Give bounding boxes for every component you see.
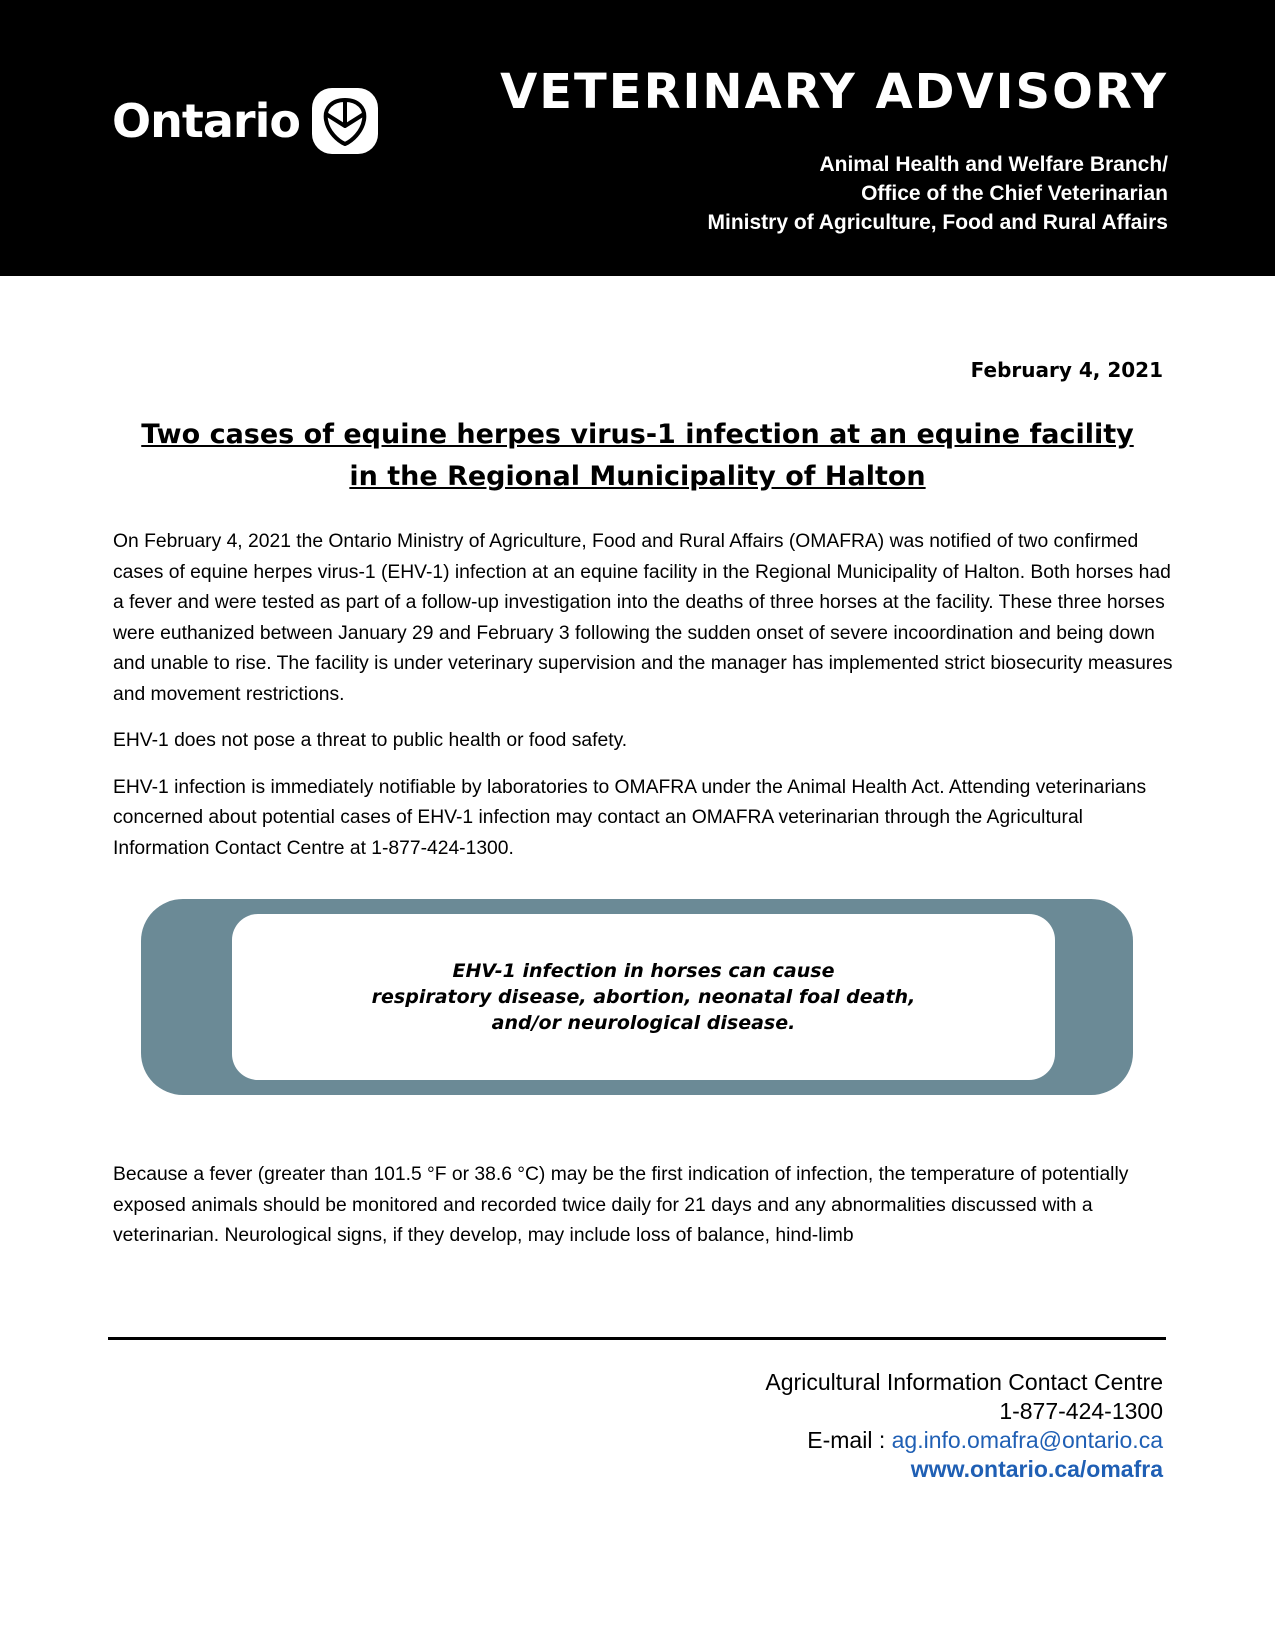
advisory-headline [100,414,1175,498]
callout-line-1: EHV-1 infection in horses can cause [452,960,835,982]
email-label: E-mail : [807,1427,892,1453]
logo-wordmark: Ontario [112,94,300,148]
branch-info [708,150,1168,237]
paragraph-public-health: EHV-1 does not pose a threat to public health or food safety. [113,730,628,751]
website-link[interactable]: www.ontario.ca/omafra [910,1456,1163,1482]
callout-content [232,914,1055,1080]
office-line: Office of the Chief Veterinarian [861,182,1168,205]
headline-line-2: in the Regional Municipality of Halton [349,461,926,492]
ministry-line: Ministry of Agriculture, Food and Rural Affairs [707,211,1168,234]
paragraph-notification: On February 4, 2021 the Ontario Ministry of Agriculture, Food and Rural Affairs (OMAFRA) was notified of two confirmed cases of equine herpes virus-1 (EHV-1) infection at an equine facility in the Regional Municipality of Halton. Both horses had a fever and were tested as part of a follow-up investigation into the deaths of three horses at the facility. These three horses were euthanized between January 29 and February 3 following the sudden onset of severe incoordination and being down and unable to rise. The facility is under veterinary supervision and the manager has implemented strict biosecurity measures and movement restrictions. [113,531,1173,705]
advisory-title: VETERINARY ADVISORY [500,64,1168,120]
email-link[interactable]: ag.info.omafra@ontario.ca [891,1427,1163,1453]
headline-line-1: Two cases of equine herpes virus-1 infection at an equine facility [141,419,1134,450]
trillium-icon [310,86,380,156]
callout-line-3: and/or neurological disease. [491,1012,796,1034]
paragraph-fever: Because a fever (greater than 101.5 °F or 38.6 °C) may be the first indication of infection, the temperature of potentially exposed animals should be monitored and recorded twice daily for 21 days and any abnormalities discussed with a veterinarian. Neurological signs, if they develop, may include loss of balance, hind-limb [113,1164,1129,1246]
contact-email-row [765,1426,1163,1455]
contact-footer [765,1368,1163,1484]
paragraph-notifiable: EHV-1 infection is immediately notifiable by laboratories to OMAFRA under the Animal Health Act. Attending veterinarians concerned about potential cases of EHV-1 infection may contact an OMAFRA veterinarian through the Agricultural Information Contact Centre at 1-877-424-1300. [113,776,1147,859]
ontario-logo [112,86,380,156]
callout-box [141,899,1133,1095]
branch-line: Animal Health and Welfare Branch/ [819,153,1168,176]
callout-line-2: respiratory disease, abortion, neonatal foal death, [371,986,916,1008]
footer-divider [108,1337,1166,1340]
advisory-header [0,0,1275,276]
body-section [113,527,1175,880]
advisory-date: February 4, 2021 [970,358,1163,382]
contact-phone: 1-877-424-1300 [999,1398,1163,1424]
contact-centre-name: Agricultural Information Contact Centre [765,1369,1163,1395]
body-section-continued [113,1160,1175,1268]
